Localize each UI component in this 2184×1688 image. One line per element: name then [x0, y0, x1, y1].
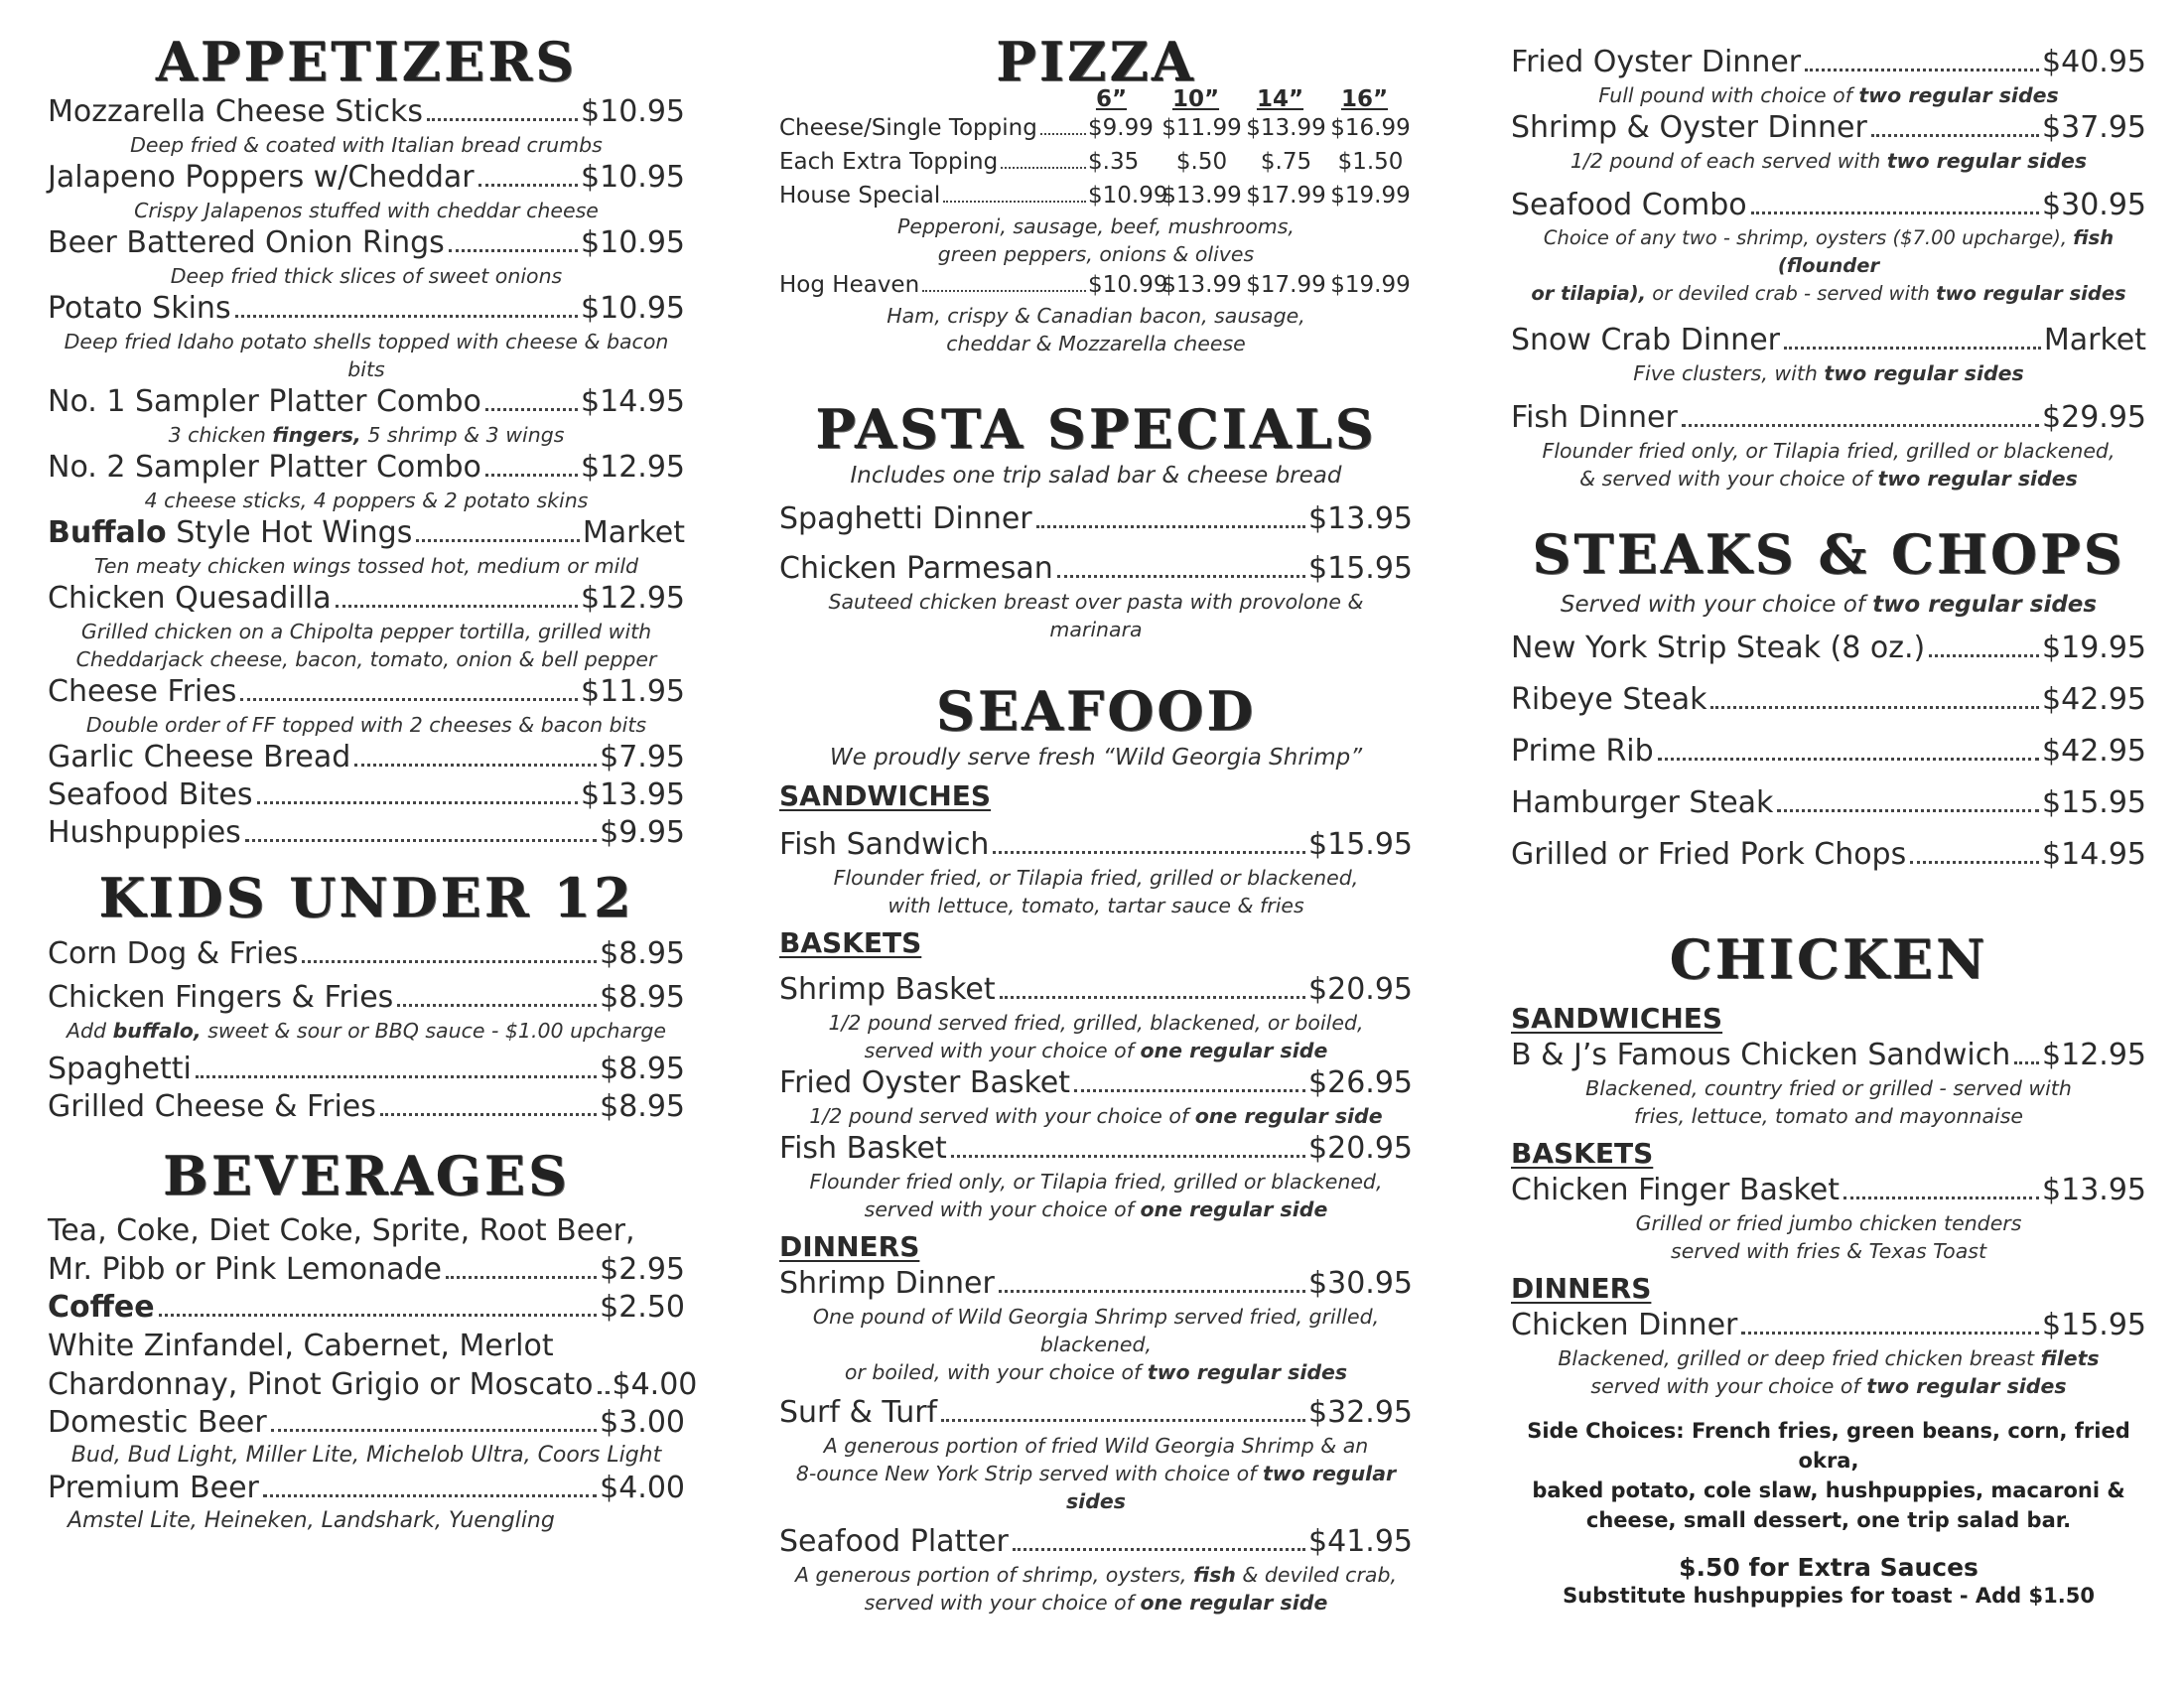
- item-price: $42.95: [2042, 682, 2146, 717]
- kids-heading: KIDS UNDER 12: [98, 866, 634, 929]
- menu-item: Chicken Fingers & Fries $8.95: [48, 980, 685, 1015]
- menu-item: Corn Dog & Fries $8.95: [48, 936, 685, 971]
- menu-item: B & J’s Famous Chicken Sandwich $12.95: [1511, 1038, 2146, 1072]
- dinners-subheading: DINNERS: [779, 1230, 920, 1263]
- item-price: $4.00: [612, 1367, 698, 1402]
- item-price: $20.95: [1308, 1131, 1413, 1166]
- item-price: $13.95: [2042, 1173, 2146, 1207]
- chicken-heading: CHICKEN: [1669, 927, 1988, 991]
- item-description: Blackened, country fried or grilled - served with: [1585, 1076, 2072, 1100]
- menu-column-center: [779, 30, 1413, 1617]
- side-choices: Side Choices: French fries, green beans, corn, fried okra, baked potato, cole slaw, hushpuppies, macaroni & cheese, small dessert, one trip salad bar.: [1527, 1419, 2130, 1532]
- menu-item: Prime Rib $42.95: [1511, 734, 2146, 769]
- item-description: Add buffalo, sweet & sour or BBQ sauce - $1.00 upcharge: [67, 1019, 666, 1043]
- item-description: Grilled or fried jumbo chicken tenders: [1635, 1211, 2022, 1235]
- item-price: $13.95: [581, 777, 685, 812]
- steaks-subtitle: Served with your choice of two regular sides: [1560, 592, 2098, 618]
- wine-list: White Zinfandel, Cabernet, Merlot: [48, 1329, 554, 1363]
- menu-item: Shrimp Dinner $30.95: [779, 1266, 1413, 1301]
- item-price: $19.95: [2042, 631, 2146, 665]
- item-description: or tilapia), or deviled crab - served with two regular sides: [1531, 282, 2126, 305]
- item-price: $12.95: [581, 581, 685, 616]
- menu-item: Mozzarella Cheese Sticks $10.95: [48, 94, 685, 129]
- item-price: $9.95: [600, 815, 685, 850]
- menu-item: Seafood Platter $41.95: [779, 1524, 1413, 1559]
- item-price: $8.95: [600, 936, 685, 971]
- menu-item: Grilled or Fried Pork Chops $14.95: [1511, 837, 2146, 872]
- item-description: Blackened, grilled or deep fried chicken breast filets: [1558, 1346, 2100, 1370]
- menu-item: Spaghetti $8.95: [48, 1052, 685, 1086]
- item-description: 3 chicken fingers, 5 shrimp & 3 wings: [168, 423, 565, 447]
- menu-item: Premium Beer $4.00: [48, 1471, 685, 1505]
- item-description: fries, lettuce, tomato and mayonnaise: [1634, 1104, 2023, 1128]
- menu-item: Domestic Beer $3.00: [48, 1405, 685, 1440]
- item-price: $20.95: [1308, 972, 1413, 1007]
- item-price: $11.95: [581, 674, 685, 709]
- item-price: $8.95: [600, 1052, 685, 1086]
- menu-item: Mr. Pibb or Pink Lemonade $2.95: [48, 1252, 685, 1287]
- item-description: 1/2 pound served with your choice of one regular side: [809, 1104, 1383, 1128]
- item-price: $10.95: [581, 291, 685, 326]
- menu-item: Chicken Quesadilla $12.95: [48, 581, 685, 616]
- menu-item: Fish Sandwich $15.95: [779, 827, 1413, 862]
- menu-item: Jalapeno Poppers w/Cheddar $10.95: [48, 160, 685, 195]
- item-price: $15.95: [1308, 827, 1413, 862]
- beverage-list: Tea, Coke, Diet Coke, Sprite, Root Beer,: [48, 1213, 635, 1248]
- menu-item: Ribeye Steak $42.95: [1511, 682, 2146, 717]
- item-price: $12.95: [2042, 1038, 2146, 1072]
- steaks-heading: STEAKS & CHOPS: [1532, 522, 2125, 586]
- item-price: $8.95: [600, 980, 685, 1015]
- menu-item: Seafood Combo $30.95: [1511, 188, 2146, 222]
- menu-item: Coffee $2.50: [48, 1290, 685, 1325]
- item-description: Choice of any two - shrimp, oysters ($7.00 upcharge), fish (flounder: [1543, 226, 2115, 277]
- item-description: served with your choice of one regular side: [864, 1197, 1328, 1221]
- menu-item: Hushpuppies $9.95: [48, 815, 685, 850]
- menu-item: Fried Oyster Dinner $40.95: [1511, 45, 2146, 79]
- item-price: $4.00: [600, 1471, 685, 1505]
- menu-item: Snow Crab Dinner Market: [1511, 323, 2146, 357]
- item-price: $30.95: [1308, 1266, 1413, 1301]
- item-description: Cheddarjack cheese, bacon, tomato, onion & bell pepper: [75, 647, 657, 671]
- pasta-heading: PASTA SPECIALS: [815, 397, 1377, 461]
- menu-item: Grilled Cheese & Fries $8.95: [48, 1089, 685, 1124]
- item-price: $15.95: [1308, 551, 1413, 586]
- item-description: Ten meaty chicken wings tossed hot, medium or mild: [93, 554, 639, 578]
- menu-item: Fish Dinner $29.95: [1511, 400, 2146, 435]
- menu-item: Shrimp & Oyster Dinner $37.95: [1511, 110, 2146, 145]
- item-description: Deep fried & coated with Italian bread crumbs: [130, 133, 603, 157]
- item-description: served with fries & Texas Toast: [1671, 1239, 1986, 1263]
- item-price: Market: [2043, 323, 2146, 357]
- sandwiches-subheading: SANDWICHES: [779, 779, 992, 812]
- item-description: Ham, crispy & Canadian bacon, sausage,: [887, 304, 1305, 328]
- pizza-row: Cheese/Single Topping $9.99 $11.99 $13.99 $16.99: [779, 115, 1411, 141]
- item-description: 4 cheese sticks, 4 poppers & 2 potato skins: [144, 489, 589, 512]
- item-description: & served with your choice of two regular sides: [1579, 467, 2078, 491]
- item-price: $2.95: [600, 1252, 685, 1287]
- item-price: $10.95: [581, 160, 685, 195]
- pizza-row: Hog Heaven $10.99 $13.99 $17.99 $19.99: [779, 272, 1411, 298]
- menu-item: Spaghetti Dinner $13.95: [779, 501, 1413, 536]
- item-description: A generous portion of shrimp, oysters, fish & deviled crab,: [795, 1563, 1397, 1587]
- item-description: Deep fried thick slices of sweet onions: [170, 264, 563, 288]
- item-description: Amstel Lite, Heineken, Landshark, Yuengling: [68, 1508, 555, 1533]
- item-price: $14.95: [2042, 837, 2146, 872]
- menu-item: Garlic Cheese Bread $7.95: [48, 740, 685, 774]
- menu-column-right: [1511, 44, 2146, 1610]
- item-price: $42.95: [2042, 734, 2146, 769]
- item-description: Flounder fried, or Tilapia fried, grilled or blackened,: [833, 866, 1359, 890]
- menu-item: Surf & Turf $32.95: [779, 1395, 1413, 1430]
- item-description: Five clusters, with two regular sides: [1633, 361, 2024, 385]
- menu-item: Fish Basket $20.95: [779, 1131, 1413, 1166]
- item-price: $2.50: [600, 1290, 685, 1325]
- baskets-subheading: BASKETS: [779, 926, 922, 959]
- extra-sauces-note: $.50 for Extra Sauces: [1679, 1553, 1979, 1582]
- item-price: $26.95: [1308, 1065, 1413, 1100]
- item-price: $14.95: [581, 384, 685, 419]
- item-description: Pepperoni, sausage, beef, mushrooms,: [897, 214, 1295, 238]
- item-description: Flounder fried only, or Tilapia fried, grilled or blackened,: [1542, 439, 2116, 463]
- pizza-row: Each Extra Topping $.35 $.50 $.75 $1.50: [779, 149, 1404, 175]
- item-description: with lettuce, tomato, tartar sauce & fries: [887, 894, 1304, 917]
- item-price: $7.95: [600, 740, 685, 774]
- menu-item: Chicken Finger Basket $13.95: [1511, 1173, 2146, 1207]
- menu-item: Chicken Parmesan $15.95: [779, 551, 1413, 586]
- item-price: $30.95: [2042, 188, 2146, 222]
- appetizers-heading: APPETIZERS: [155, 30, 578, 93]
- item-price: $8.95: [600, 1089, 685, 1124]
- item-description: Sauteed chicken breast over pasta with provolone & marinara: [828, 590, 1364, 641]
- menu-item: No. 2 Sampler Platter Combo $12.95: [48, 450, 685, 485]
- item-price: $29.95: [2042, 400, 2146, 435]
- item-description: served with your choice of one regular side: [864, 1039, 1328, 1062]
- item-description: or boiled, with your choice of two regular sides: [844, 1360, 1348, 1384]
- item-price: $15.95: [2042, 1308, 2146, 1342]
- item-price: $41.95: [1308, 1524, 1413, 1559]
- menu-item: Chicken Dinner $15.95: [1511, 1308, 2146, 1342]
- pizza-row: House Special $10.99 $13.99 $17.99 $19.99: [779, 183, 1411, 209]
- menu-item: Fried Oyster Basket $26.95: [779, 1065, 1413, 1100]
- item-price: $15.95: [2042, 785, 2146, 820]
- item-price: $12.95: [581, 450, 685, 485]
- item-description: Flounder fried only, or Tilapia fried, grilled or blackened,: [809, 1170, 1383, 1194]
- item-description: Crispy Jalapenos stuffed with cheddar cheese: [134, 199, 599, 222]
- item-price: $3.00: [600, 1405, 685, 1440]
- item-description: A generous portion of fried Wild Georgia Shrimp & an: [823, 1434, 1369, 1458]
- menu-item: Seafood Bites $13.95: [48, 777, 685, 812]
- item-price: $10.95: [581, 225, 685, 260]
- item-description: served with your choice of two regular sides: [1590, 1374, 2067, 1398]
- menu-item: New York Strip Steak (8 oz.) $19.95: [1511, 631, 2146, 665]
- sandwiches-subheading: SANDWICHES: [1511, 1002, 1723, 1035]
- pizza-sizes: 6” 10” 14” 16”: [1095, 86, 1389, 112]
- substitute-note: Substitute hushpuppies for toast - Add $1.50: [1563, 1584, 2095, 1608]
- menu-item: Hamburger Steak $15.95: [1511, 785, 2146, 820]
- item-description: 8-ounce New York Strip served with choice of two regular sides: [795, 1462, 1397, 1513]
- item-price: $13.95: [1308, 501, 1413, 536]
- menu-item: Cheese Fries $11.95: [48, 674, 685, 709]
- menu-item: No. 1 Sampler Platter Combo $14.95: [48, 384, 685, 419]
- item-description: Deep fried Idaho potato shells topped with cheese & bacon bits: [64, 330, 669, 381]
- menu-item: Beer Battered Onion Rings $10.95: [48, 225, 685, 260]
- item-price: $10.95: [581, 94, 685, 129]
- pasta-subtitle: Includes one trip salad bar & cheese bread: [850, 463, 1342, 489]
- item-description: Double order of FF topped with 2 cheeses & bacon bits: [85, 713, 647, 737]
- menu-item: Chardonnay, Pinot Grigio or Moscato $4.00: [48, 1367, 698, 1402]
- item-price: $32.95: [1308, 1395, 1413, 1430]
- menu-column-left: [48, 30, 698, 1535]
- item-description: Grilled chicken on a Chipolta pepper tortilla, grilled with: [80, 620, 652, 643]
- item-description: served with your choice of one regular side: [864, 1591, 1328, 1615]
- menu-item: Shrimp Basket $20.95: [779, 972, 1413, 1007]
- item-price: $40.95: [2042, 45, 2146, 79]
- seafood-heading: SEAFOOD: [935, 679, 1257, 743]
- dinners-subheading: DINNERS: [1511, 1272, 1652, 1305]
- item-description: green peppers, onions & olives: [937, 242, 1255, 266]
- menu-item: Potato Skins $10.95: [48, 291, 685, 326]
- pizza-heading: PIZZA: [996, 30, 1196, 93]
- item-description: 1/2 pound of each served with two regular sides: [1570, 149, 2088, 173]
- item-description: Bud, Bud Light, Miller Lite, Michelob Ultra, Coors Light: [70, 1443, 662, 1468]
- item-description: One pound of Wild Georgia Shrimp served fried, grilled, blackened,: [812, 1305, 1380, 1356]
- menu-item: Buffalo Style Hot Wings Market: [48, 515, 685, 550]
- baskets-subheading: BASKETS: [1511, 1137, 1654, 1170]
- item-price: Market: [582, 515, 685, 550]
- item-description: Full pound with choice of two regular sides: [1598, 83, 2059, 107]
- seafood-subtitle: We proudly serve fresh “Wild Georgia Shrimp”: [829, 745, 1363, 771]
- beverages-heading: BEVERAGES: [163, 1144, 570, 1207]
- item-description: 1/2 pound served fried, grilled, blackened, or boiled,: [828, 1011, 1364, 1035]
- item-description: cheddar & Mozzarella cheese: [946, 332, 1246, 355]
- item-price: $37.95: [2042, 110, 2146, 145]
